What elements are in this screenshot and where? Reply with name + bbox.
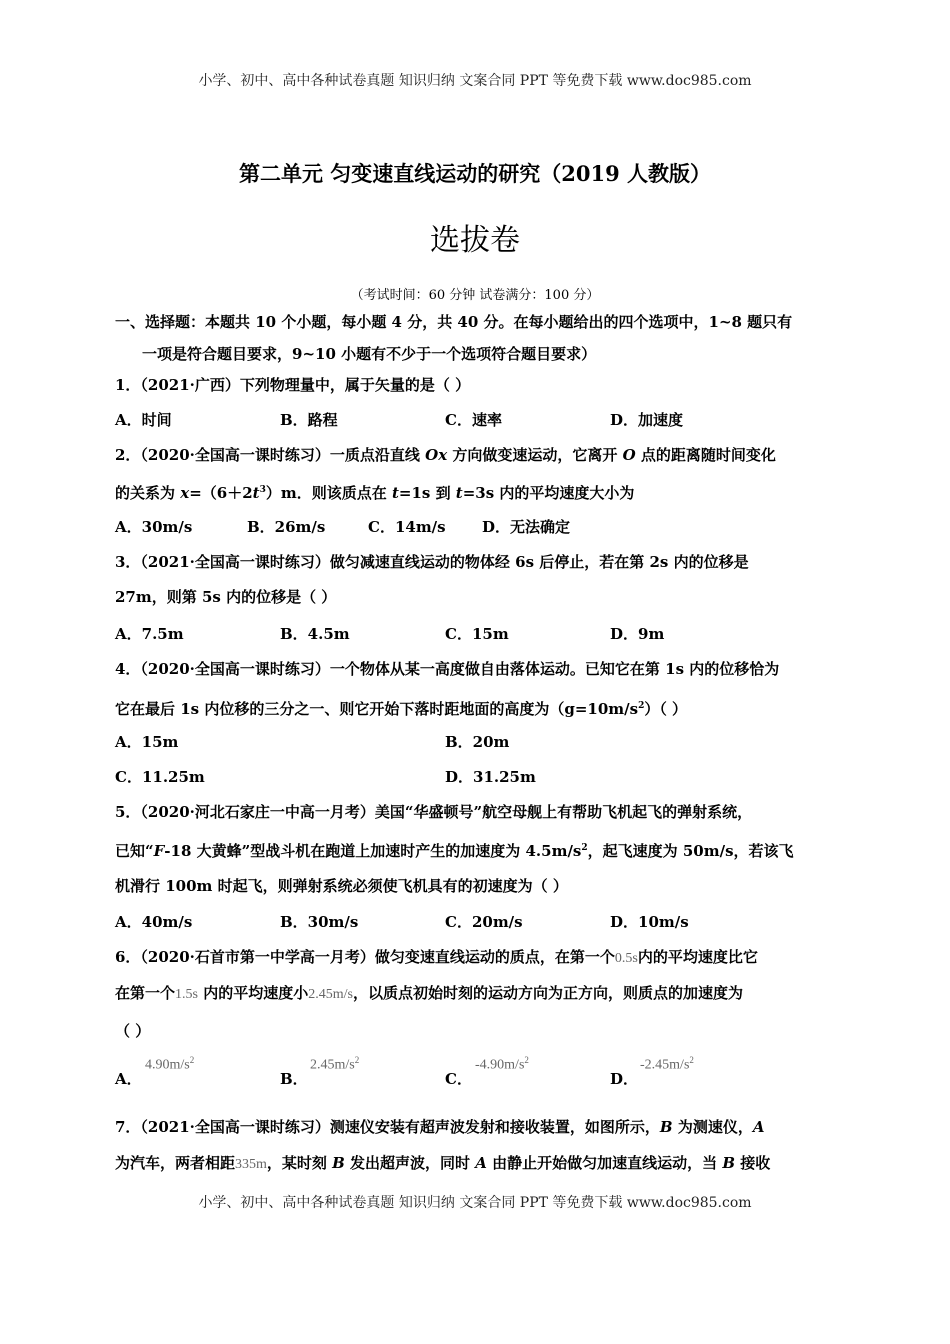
q2-stem-line1: 2．（2020·全国高一课时练习）一质点沿直线 Ox 方向做变速运动，它离开 O 点的距离随时间变化 [115,446,776,464]
q6-option-a-value: $4.90m/s^2$ [145,1055,195,1073]
q7-stem-line1: 7．（2021·全国高一课时练习）测速仪安装有超声波发射和接收装置，如图所示，B 为测速仪，A [115,1118,765,1136]
q6-stem-line1: 6．（2020·石首市第一中学高一月考）做匀变速直线运动的质点，在第一个0.5s内的平均速度比它 [115,948,758,966]
q3-option-a: A．7.5m [115,625,184,643]
q5-option-d: D．10m/s [610,913,689,931]
q1-option-c: C．速率 [445,411,502,429]
q7-stem-line2: 为汽车，两者相距335m，某时刻 B 发出超声波，同时 A 由静止开始做匀加速直线运动，当 B 接收 [115,1154,771,1172]
section-heading: 一、选择题：本题共 10 个小题，每小题 4 分，共 40 分。在每小题给出的四个选项中，1~8 题只有 [115,313,793,331]
q6-option-b: B． [280,1070,308,1088]
q5-stem-line1: 5．（2020·河北石家庄一中高一月考）美国“华盛顿号”航空母舰上有帮助飞机起飞的弹射系统， [115,803,753,821]
q5-option-c: C．20m/s [445,913,523,931]
page-footer: 小学、初中、高中各种试卷真题 知识归纳 文案合同 PPT 等免费下载 www.doc985.com [198,1195,752,1211]
q6-option-d-value: $-2.45m/s^2$ [640,1055,694,1073]
q6-stem-line3: （ ） [115,1022,151,1040]
q5-option-b: B．30m/s [280,913,359,931]
q4-option-d: D．31.25m [445,768,536,786]
q3-option-d: D．9m [610,625,665,643]
q6-stem-line2: 在第一个1.5s 内的平均速度小2.45m/s，以质点初始时刻的运动方向为正方向，则质点的加速度为 [115,984,743,1002]
q2-option-a: A．30m/s [115,518,193,536]
q5-stem-line2: 已知“F-18 大黄蜂”型战斗机在跑道上加速时产生的加速度为 $4.5m/s^2$，起飞速度为 50m/s，若该飞 [115,842,794,860]
q6-option-b-value: $2.45m/s^2$ [310,1055,360,1073]
q3-option-b: B．4.5m [280,625,350,643]
q4-stem-line1: 4．（2020·全国高一课时练习）一个物体从某一高度做自由落体运动。已知它在第 1s 内的位移恰为 [115,660,780,678]
q4-option-c: C．11.25m [115,768,205,786]
exam-info: （考试时间：60 分钟 试卷满分：100 分） [350,288,600,303]
q2-option-b: B．26m/s [247,518,326,536]
q4-option-b: B．20m [445,733,510,751]
q1-option-d: D．加速度 [610,411,684,429]
q4-option-a: A．15m [115,733,179,751]
q4-stem-line2: 它在最后 1s 内位移的三分之一、则它开始下落时距地面的高度为$(g=10m/s^2)$（ ） [115,700,688,718]
q5-option-a: A．40m/s [115,913,193,931]
q6-option-a: A． [115,1070,142,1088]
q6-option-c: C． [445,1070,472,1088]
q2-stem-line2: 的关系为 $x=(6+2t^3)m$．则该质点在 t=1s 到 t=3s 内的平均速度大小为 [115,484,635,502]
q6-option-c-value: $-4.90m/s^2$ [475,1055,529,1073]
q3-stem-line2: 27m，则第 5s 内的位移是（ ） [115,588,337,606]
page-title: 第二单元 匀变速直线运动的研究（2019 人教版） [238,161,712,186]
q3-option-c: C．15m [445,625,509,643]
q1-stem: 1．（2021·广西）下列物理量中，属于矢量的是（ ） [115,376,471,394]
q2-option-d: D．无法确定 [482,518,571,536]
q2-option-c: C．14m/s [368,518,446,536]
section-heading-cont: 一项是符合题目要求，9~10 小题有不少于一个选项符合题目要求） [142,345,597,363]
q5-stem-line3: 机滑行 100m 时起飞，则弹射系统必须使飞机具有的初速度为（ ） [115,877,568,895]
q6-option-d: D． [610,1070,639,1088]
q1-option-a: A．时间 [115,411,172,429]
q1-option-b: B．路程 [280,411,338,429]
page-subtitle: 选拔卷 [430,223,520,258]
q3-stem-line1: 3．（2021·全国高一课时练习）做匀减速直线运动的物体经 6s 后停止，若在第 2s 内的位移是 [115,553,749,571]
page-header: 小学、初中、高中各种试卷真题 知识归纳 文案合同 PPT 等免费下载 www.doc985.com [198,73,752,89]
